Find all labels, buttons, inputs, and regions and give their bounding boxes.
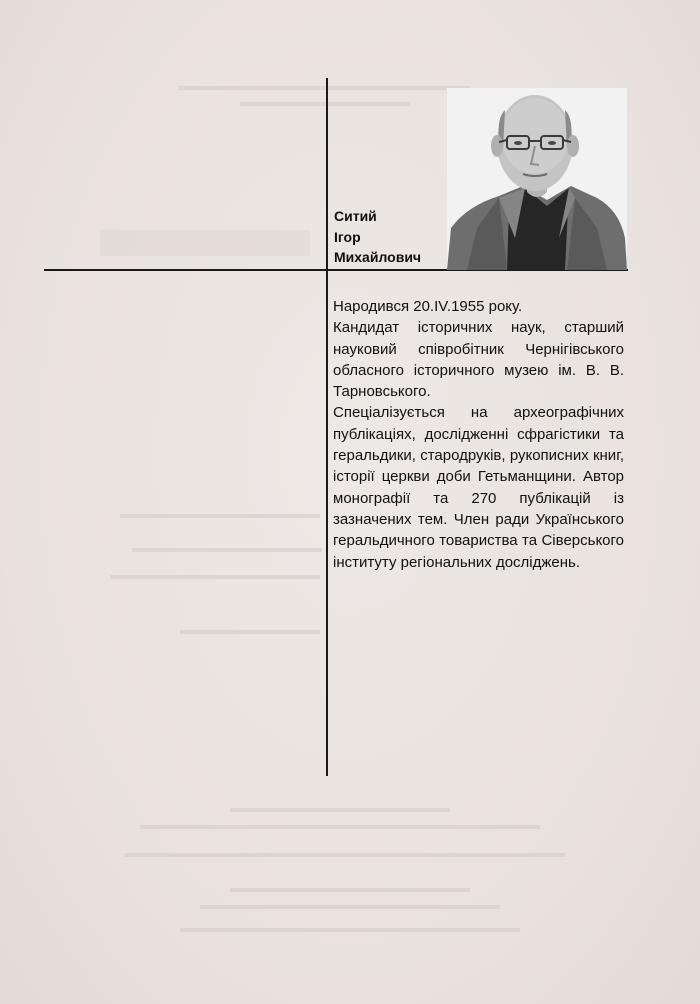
bio-birth: Народився 20.IV.1955 року.: [333, 298, 523, 315]
show-through-line: [110, 575, 320, 579]
show-through-line: [178, 86, 470, 90]
author-surname: Ситий: [334, 208, 377, 224]
show-through-line: [100, 230, 310, 256]
vertical-rule: [326, 78, 328, 776]
show-through-line: [230, 888, 470, 892]
show-through-line: [125, 853, 565, 857]
author-name: [334, 206, 421, 268]
author-patronymic: Михайлович: [334, 249, 422, 265]
show-through-line: [180, 928, 520, 932]
portrait-photo-icon: [447, 88, 627, 270]
show-through-line: [230, 808, 450, 812]
show-through-line: [120, 514, 320, 518]
show-through-line: [180, 630, 320, 634]
bio-position: Кандидат історичних наук, старший науковий співробітник Чернігівського обласного історичного музею ім. В. В. Тарновського.: [333, 319, 624, 401]
show-through-line: [200, 905, 500, 909]
show-through-line: [240, 102, 410, 106]
author-first-name: Ігор: [334, 228, 361, 245]
biography: [333, 296, 624, 573]
show-through-line: [140, 825, 540, 829]
bio-research: Спеціалізується на археографічних публікаціях, дослідженні сфрагістики та геральдики, стародруків, рукописних книг, історії церкви доби Гетьманщини. Автор монографії та 270 публікацій із зазначених тем. Член ради Українського геральдичного товариства та Сіверського інституту регіональних досліджень.: [333, 404, 624, 571]
show-through-line: [132, 548, 322, 552]
